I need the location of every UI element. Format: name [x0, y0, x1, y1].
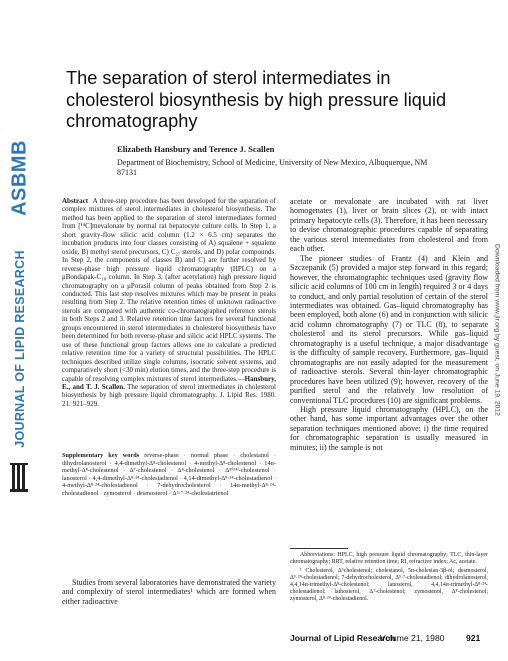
footer-journal: Journal of Lipid Research	[290, 633, 396, 643]
right-column	[290, 197, 488, 452]
footnote: ¹ Cholesterol, Δ⁵cholestenol; cholestanol, 5α-cholestan-3β-ol; desmosterol, Δ⁵·²⁴-cholestadienol; 7-dehydrocholesterol, Δ⁵·⁷-cholestadienol; dihydrolanosterol, 4,4,14α-trimethyl-Δ⁸-cholestenol; lanosterol, 4,4,14α-trimethyl-Δ⁸·²⁴-cholestadienol; lathosterol, Δ⁷-cholestenol; zymostenol, Δ⁸-cholestenol; zymosterol, Δ⁸·²⁴-cholestadienol.	[290, 568, 488, 602]
abstract-text: A three-step procedure has been developed for the separation of complex mixtures of sterol intermediates in cholesterol biosynthesis. The method has been applied to the separation of sterol intermediates formed from [¹⁴C]mevalonate by normal rat hepatocyte culture cells. In Step 1, a short gravity-flow silicic acid column (1.2 × 6.5 cm) separates the incubation products into four classes consisting of A) squalene + squalene oxide, B) methyl sterol precursors, C) C₂₇ sterols, and D) polar compounds. In Step 2, the components of classes B) and C) are further resolved by reverse-phase high pressure liquid chromatography (HPLC) on a μBondapak-C₁₈ column. In Step 3, (after acetylation) high pressure liquid chromatography on a μPorasil column of peaks obtained from Step 2 is conducted. This last step resolves mixtures which may be present in peaks resulting from Step 2. The relative retention times of unknown radioactive sterols are compared with authentic co-chromatographed reference sterols in both Steps 2 and 3. Relative retention time factors for several functional groups encountered in sterol intermediates in cholesterol biosynthesis have been determined for both reverse-phase and silicic acid HPLC systems. The use of these functional group factors allows one to calculate a predicted relative retention time for a variety of structural possibilities. The HPLC techniques described utilize single columns, isocratic solvent systems, and comparatively short (<30 min) elution times, and the three-step procedure is capable of resolving complex mixtures of sterol intermediates.—	[62, 197, 277, 383]
publisher-logo-icon	[8, 462, 32, 496]
body-paragraph: High pressure liquid chromatography (HPLC), on the other hand, has some important advantages over the other separation techniques mentioned above: i) the time required for chromatographic separation is usually measured in minutes; ii) the sample is not	[290, 404, 488, 452]
page-number: 921	[466, 633, 481, 643]
download-note: Downloaded from www.jlr.org by guest, on June 19, 2012	[493, 244, 501, 416]
sidebar	[0, 0, 40, 661]
abstract-heading: Abstract	[62, 197, 89, 205]
affiliation: Department of Biochemistry, School of Medicine, University of New Mexico, Albuquerque, NM 87131	[117, 158, 428, 177]
body-paragraph: acetate or mevalonate are incubated with rat liver homogenates (1), liver or brain slices (2), or with intact primary hepatocyte cells (3). Therefore, it has been necessary to devise chromatographic procedures capable of separating the various sterol intermediates from cholesterol and from each other.	[290, 197, 488, 254]
article-title: The separation of sterol intermediates in cholesterol biosynthesis by high pressure liquid chromatography	[66, 68, 447, 131]
footnote-divider	[290, 548, 348, 549]
abstract-citation: The separation of sterol intermediates in cholesterol biosynthesis by high pressure liquid chromatography. J. Lipid Res. 1980. 21: 921–929.	[62, 382, 276, 408]
journal-sidebar-label: JOURNAL OF LIPID RESEARCH	[13, 250, 27, 448]
footnotes	[290, 552, 488, 605]
keywords-heading: Supplementary key words	[62, 452, 140, 459]
abstract	[62, 197, 276, 408]
body-paragraph: The pioneer studies of Frantz (4) and Klein and Szczepanik (5) provided a major step forward in this regard; however, the chromatographic techniques used (gravity flow silicic acid columns of 100 cm in length) required 3 or 4 days to conduct, and only partial resolution of certain of the sterol intermediates was obtained. Gas–liquid chromatography has been employed, both alone (6) and in conjunction with silicic acid column chromatography (7) or TLC (8), to separate cholesterol and its sterol precursors. While gas–liquid chromatography is a useful technique, a major disadvantage is the difficulty of sample recovery. Furthermore, gas–liquid chromatographs are not easily adapted for the measurement of radioactive sterols. Several thin-layer chromatographic procedures have been utilized (9); however, recovery of the purified sterol and the relatively low resolution of conventional TLC procedures (10) are significant problems.	[290, 253, 488, 405]
authors: Elizabeth Hansbury and Terence J. Scallen	[117, 144, 275, 154]
footer-volume: Volume 21, 1980	[380, 633, 445, 643]
keywords	[62, 452, 276, 497]
intro-paragraph: Studies from several laboratories have demonstrated the variety and complexity of sterol intermediates¹ which are formed when either radioactive	[62, 578, 276, 606]
keywords-text: reverse-phase · normal phase · cholestanol · dihydrolanosterol · 4,4-dimethyl-Δ⁸-cholestenol · 4-methyl-Δ⁸-cholestenol · 14α-methyl-Δ⁸-cholestenol · Δ⁷-cholestenol · Δ⁸-cholestenol · Δ⁸⁽¹⁴⁾-cholestenol · lanosterol · 4,4-dimethyl-Δ⁸·²⁴-cholestadienol · 4,14-dimethyl-Δ⁸·²⁴-cholestadienol · 4-methyl-Δ⁸·²⁴-cholestadienol · 7-dehydrocholesterol · 14α-methyl-Δ⁸·²⁴-cholestadienol · zymosterol · desmosterol · Δ⁵·⁷·²⁴-cholestatrienol	[62, 452, 276, 497]
footnote: Abbreviations: HPLC, high pressure liquid chromatography; TLC, thin-layer chromatography; RRT, relative retention time; RI, refractive index; Ac, acetate.	[290, 552, 488, 565]
abstract-citation-authors: Hansbury, E., and T. J. Scallen.	[62, 374, 276, 391]
asbmb-label: ASBMB	[8, 140, 31, 216]
